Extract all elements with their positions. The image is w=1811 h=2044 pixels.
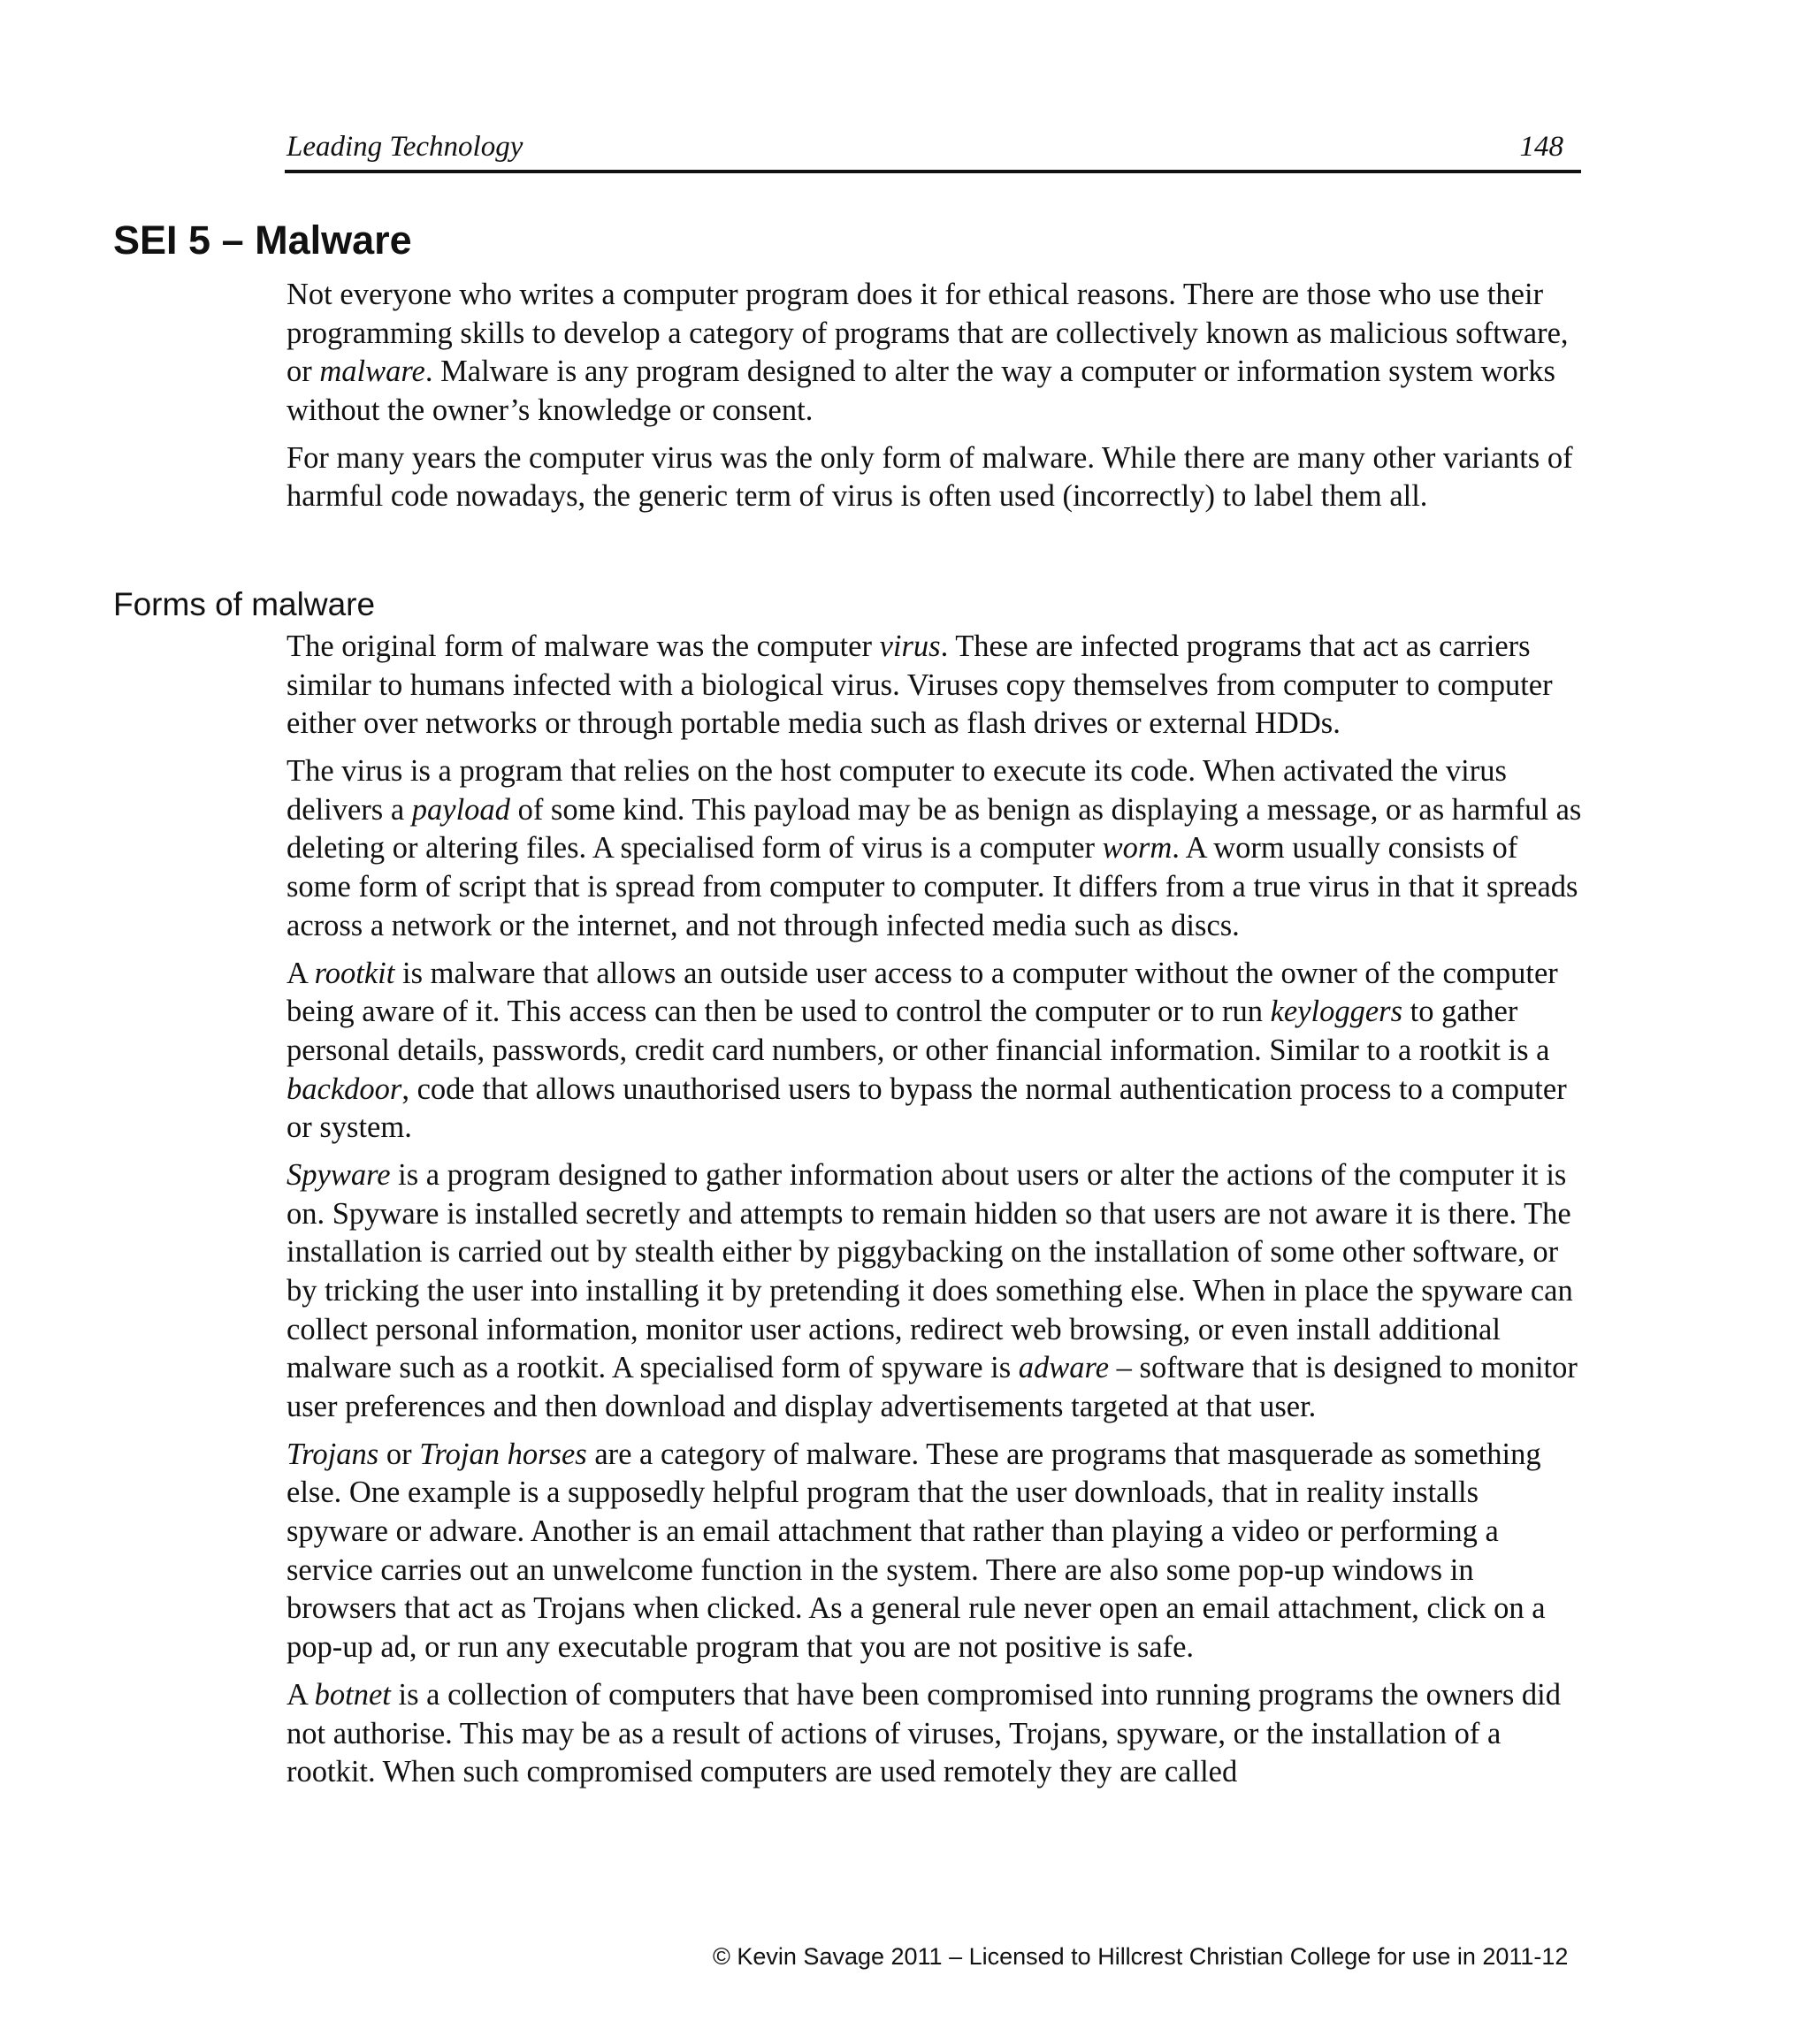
paragraph: Spyware is a program designed to gather information about users or alter the actions of the computer it is on. Spyware is installed secretly and attempts to remain hidden so that users are not aware it is there. The installation is carried out by stealth either by piggybacking on the installation of some other software, or by tricking the user into installing it by pretending it does something else. When in place the spyware can collect personal information, monitor user actions, redirect web browsing, or even install additional malware such as a rootkit. A specialised form of spyware is adware – software that is designed to monitor user preferences and then download and display advertisements targeted at that user. xyxy=(287,1158,1578,1423)
intro-text xyxy=(287,276,1586,526)
section-title: SEI 5 – Malware xyxy=(113,217,412,263)
emphasized-term: rootkit xyxy=(314,956,395,990)
paragraph: A rootkit is malware that allows an outside user access to a computer without the owner of the computer being aware of it. This access can then be used to control the computer or to run keyloggers to gather personal details, passwords, credit card numbers, or other financial information. Similar to a rootkit is a backdoor, code that allows unauthorised users to bypass the normal authentication process to a computer or system. xyxy=(287,956,1567,1145)
emphasized-term: malware xyxy=(319,355,425,389)
emphasized-term: Spyware xyxy=(287,1158,391,1193)
paragraph: A botnet is a collection of computers that have been compromised into running programs the owners did not authorise. This may be as a result of actions of viruses, Trojans, spyware, or the installation of a rootkit. When such compromised computers are used remotely they are called xyxy=(287,1677,1562,1789)
subsection-title: Forms of malware xyxy=(113,586,376,622)
emphasized-term: keyloggers xyxy=(1270,995,1403,1029)
running-header xyxy=(285,127,1581,173)
emphasized-term: adware xyxy=(1018,1351,1110,1385)
emphasized-term: worm xyxy=(1102,831,1173,866)
emphasized-term: payload xyxy=(411,792,510,827)
paragraph: Trojans or Trojan horses are a category of malware. These are programs that masquerade as something else. One example is a supposedly helpful program that the user downloads, that in reality installs spyware or adware. Another is an email attachment that rather than playing a video or performing a service carries out an unwelcome function in the system. There are also some pop-up windows in browsers that act as Trojans when clicked. As a general rule never open an email attachment, click on a pop-up ad, or run any executable program that you are not positive is safe. xyxy=(287,1437,1546,1664)
page-number: 148 xyxy=(1519,131,1563,163)
emphasized-term: Trojans xyxy=(287,1437,379,1471)
forms-of-malware-text xyxy=(287,628,1586,1801)
book-title: Leading Technology xyxy=(287,131,523,163)
emphasized-term: botnet xyxy=(314,1677,391,1712)
emphasized-term: backdoor xyxy=(287,1072,402,1106)
emphasized-term: Trojan horses xyxy=(419,1437,587,1471)
paragraph: The virus is a program that relies on the host computer to execute its code. When activated the virus delivers a payload of some kind. This payload may be as benign as displaying a message, or as harmful as deleting or altering files. A specialised form of virus is a computer worm. A worm usually consists of some form of script that is spread from computer to computer. It differs from a true virus in that it spreads across a network or the internet, and not through infected media such as discs. xyxy=(287,754,1582,942)
copyright-footer: © Kevin Savage 2011 – Licensed to Hillcrest Christian College for use in 2011-12 xyxy=(713,1943,1569,1970)
emphasized-term: virus xyxy=(879,629,941,663)
paragraph: Not everyone who writes a computer program does it for ethical reasons. There are those who use their programming skills to develop a category of programs that are collectively known as malicious software, or malware. Malware is any program designed to alter the way a computer or information system works without the owner’s knowledge or consent. xyxy=(287,278,1569,427)
paragraph: The original form of malware was the computer virus. These are infected programs that act as carriers similar to humans infected with a biological virus. Viruses copy themselves from computer to computer either over networks or through portable media such as flash drives or external HDDs. xyxy=(287,629,1553,741)
paragraph: For many years the computer virus was the only form of malware. While there are many other variants of harmful code nowadays, the generic term of virus is often used (incorrectly) to label them all. xyxy=(287,440,1573,514)
